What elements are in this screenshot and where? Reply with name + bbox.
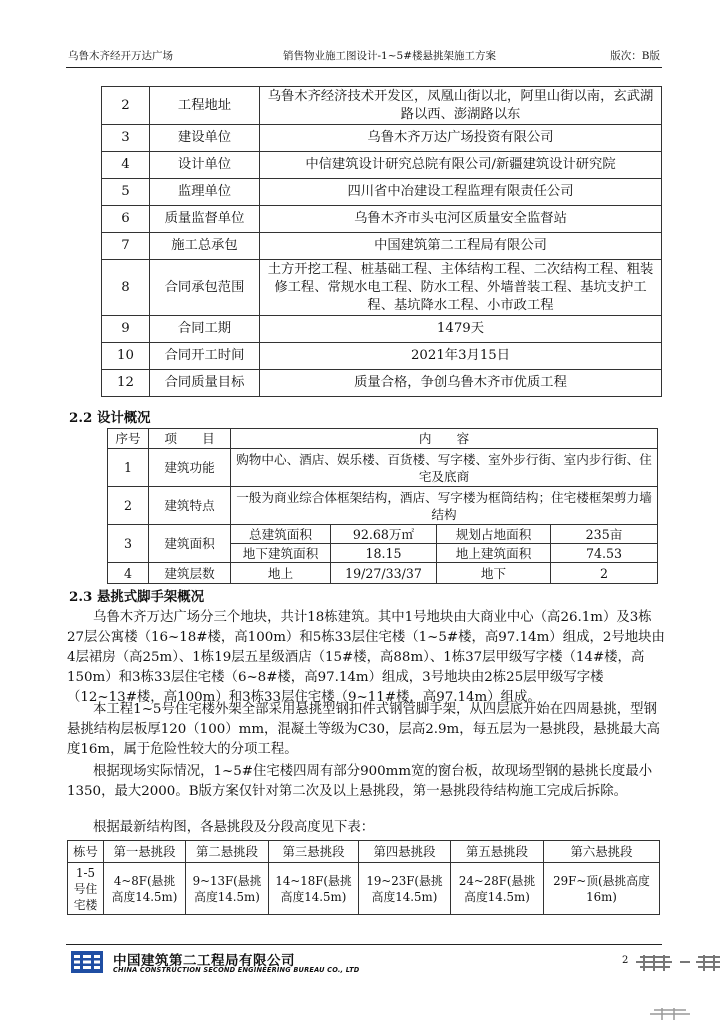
segment-header: 第一悬挑段 (104, 841, 186, 863)
segment-header: 第二悬挑段 (186, 841, 269, 863)
info-no: 6 (102, 206, 150, 233)
area-value: 74.53 (551, 544, 658, 563)
info-value: 土方开挖工程、桩基础工程、主体结构工程、二次结构工程、粗装修工程、常规水电工程、防水工程、外墙普装工程、基坑支护工程、基坑降水工程、小市政工程 (260, 260, 662, 316)
info-no: 3 (102, 125, 150, 152)
row-value: 一般为商业综合体框架结构，酒店、写字楼为框筒结构；住宅楼框架剪力墙结构 (231, 487, 658, 525)
row-no: 4 (108, 563, 149, 584)
info-row (102, 343, 662, 370)
paragraph-table-intro: 根据最新结构图，各悬挑段及分段高度见下表： (93, 820, 375, 835)
info-row (102, 233, 662, 260)
info-row (102, 87, 662, 125)
segment-header: 第六悬挑段 (544, 841, 660, 863)
segment-cell: 19~23F(悬挑高度14.5m) (359, 863, 451, 915)
col-header-item: 项 目 (149, 429, 231, 449)
info-value: 乌鲁木齐万达广场投资有限公司 (260, 125, 662, 152)
segment-header: 第四悬挑段 (359, 841, 451, 863)
info-item: 合同开工时间 (150, 343, 260, 370)
floors-value: 19/27/33/37 (331, 563, 437, 584)
company-name-cn: 中国建筑第二工程局有限公司 (113, 953, 295, 969)
info-value: 乌鲁木齐市头屯河区质量安全监督站 (260, 206, 662, 233)
info-value: 中国建筑第二工程局有限公司 (260, 233, 662, 260)
info-no: 10 (102, 343, 150, 370)
page-header (68, 48, 660, 64)
area-label: 总建筑面积 (231, 525, 331, 544)
section-2-2-title: 2.2 设计概况 (69, 410, 151, 426)
info-item: 监理单位 (150, 179, 260, 206)
segment-header: 第三悬挑段 (269, 841, 359, 863)
info-row (102, 152, 662, 179)
area-label: 规划占地面积 (437, 525, 551, 544)
info-item: 设计单位 (150, 152, 260, 179)
info-item: 合同承包范围 (150, 260, 260, 316)
cantilever-segment-table (67, 840, 660, 915)
segment-cell: 4~8F(悬挑高度14.5m) (104, 863, 186, 915)
page-number: 2 (622, 955, 629, 966)
project-info-table (101, 86, 662, 397)
header-version: 版次：B版 (610, 50, 660, 62)
floors-label: 地上 (231, 563, 331, 584)
paragraph-cantilever-length: 根据现场实际情况，1~5#住宅楼四周有部分900mm宽的窗台板，故现场型钢的悬挑长度最小1350，最大2000。B版方案仅针对第二次及以上悬挑段，第一悬挑段待结构施工完成后拆除。 (67, 764, 653, 799)
info-value: 1479天 (260, 316, 662, 343)
header-project: 乌鲁木齐经开万达广场 (68, 50, 173, 62)
row-value: 购物中心、酒店、娱乐楼、百货楼、写字楼、室外步行街、室内步行街、住宅及底商 (231, 449, 658, 487)
info-no: 9 (102, 316, 150, 343)
info-value: 2021年3月15日 (260, 343, 662, 370)
info-no: 2 (102, 87, 150, 125)
info-item: 施工总承包 (150, 233, 260, 260)
info-row (102, 260, 662, 316)
paragraph-site-overview: 乌鲁木齐万达广场分三个地块，共计18栋建筑。其中1号地块由大商业中心（高26.1m）及3栋27层公寓楼（16~18#楼，高100m）和5栋33层住宅楼（1~5#楼，高97.14m）组成，2号地块由4层裙房（高25m）、1栋19层五星级酒店（15#楼，高88m）、1栋37层甲级写字楼（14#楼，高150m）和3栋33层住宅楼（6~8#楼，高97.14m）组成，3号地块由2栋25层甲级写字楼（12~13#楼，高100m）和3栋33层住宅楼（9~11#楼，高97.14m）组成。 (67, 610, 665, 705)
row-no: 3 (108, 525, 149, 563)
info-row (102, 125, 662, 152)
footer-divider (66, 944, 662, 945)
segment-cell: 9~13F(悬挑高度14.5m) (186, 863, 269, 915)
area-label: 地上建筑面积 (437, 544, 551, 563)
info-value: 中信建筑设计研究总院有限公司/新疆建筑设计研究院 (260, 152, 662, 179)
row-no: 2 (108, 487, 149, 525)
building-label: 1-5号住宅楼 (68, 863, 104, 915)
info-item: 质量监督单位 (150, 206, 260, 233)
info-row (102, 370, 662, 397)
area-label: 地下建筑面积 (231, 544, 331, 563)
floors-value: 2 (551, 563, 658, 584)
design-overview-table (107, 428, 658, 584)
segment-cell: 29F~顶(悬挑高度16m) (544, 863, 660, 915)
row-item: 建筑层数 (149, 563, 231, 584)
scan-mark-icon (650, 1006, 690, 1020)
info-item: 合同工期 (150, 316, 260, 343)
info-no: 7 (102, 233, 150, 260)
info-item: 建设单位 (150, 125, 260, 152)
info-no: 8 (102, 260, 150, 316)
section-2-3-title: 2.3 悬挑式脚手架概况 (69, 589, 205, 605)
info-row (102, 179, 662, 206)
row-item: 建筑特点 (149, 487, 231, 525)
cscec-logo-icon (71, 951, 103, 973)
segment-cell: 24~28F(悬挑高度14.5m) (451, 863, 544, 915)
segment-header: 第五悬挑段 (451, 841, 544, 863)
row-item: 建筑面积 (149, 525, 231, 563)
area-value: 92.68万㎡ (331, 525, 437, 544)
info-no: 12 (102, 370, 150, 397)
segment-header: 栋号 (68, 841, 104, 863)
company-name-en: CHINA CONSTRUCTION SECOND ENGINEERING BUREAU CO., LTD (113, 966, 360, 974)
header-title: 销售物业施工图设计-1~5#楼悬挑架施工方案 (283, 50, 497, 62)
info-item: 合同质量目标 (150, 370, 260, 397)
segment-cell: 14~18F(悬挑高度14.5m) (269, 863, 359, 915)
scan-mark-icon (634, 951, 722, 973)
area-value: 235亩 (551, 525, 658, 544)
col-header-content: 内 容 (231, 429, 658, 449)
info-no: 4 (102, 152, 150, 179)
floors-label: 地下 (437, 563, 551, 584)
info-row (102, 316, 662, 343)
paragraph-scaffold-scope: 本工程1~5号住宅楼外架全部采用悬挑型钢扣件式钢管脚手架，从四层底开始在四周悬挑，型钢悬挑结构层板厚120（100）mm，混凝土等级为C30，层高2.9m，每五层为一悬挑段，悬挑最大高度16m，属于危险性较大的分项工程。 (67, 702, 661, 757)
info-value: 乌鲁木齐经济技术开发区，凤凰山街以北，阿里山街以南，玄武湖路以西、澎湖路以东 (260, 87, 662, 125)
header-divider (66, 67, 662, 68)
info-no: 5 (102, 179, 150, 206)
info-value: 质量合格，争创乌鲁木齐市优质工程 (260, 370, 662, 397)
area-value: 18.15 (331, 544, 437, 563)
info-item: 工程地址 (150, 87, 260, 125)
info-value: 四川省中冶建设工程监理有限责任公司 (260, 179, 662, 206)
row-no: 1 (108, 449, 149, 487)
info-row (102, 206, 662, 233)
col-header-no: 序号 (108, 429, 149, 449)
row-item: 建筑功能 (149, 449, 231, 487)
